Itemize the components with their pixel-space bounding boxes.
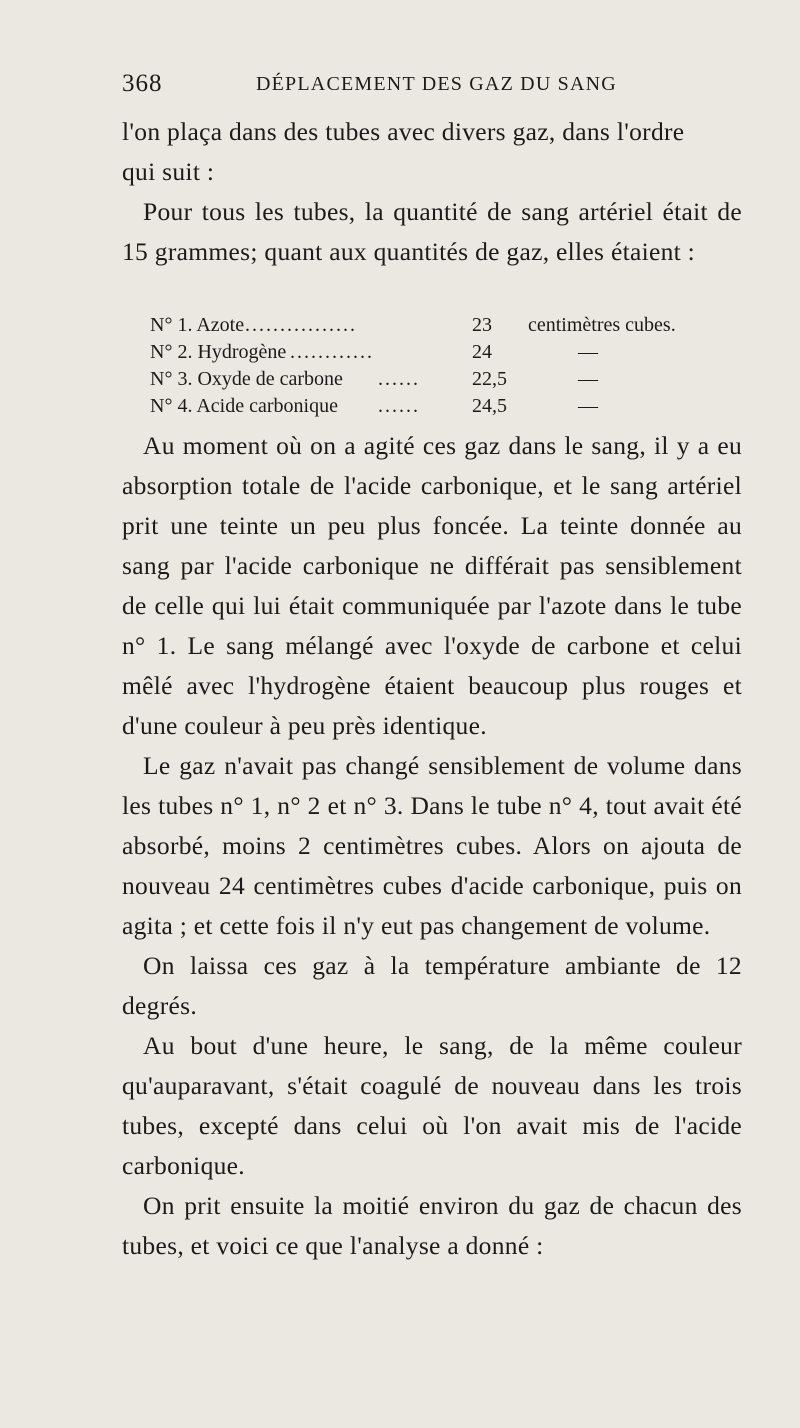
gas-unit: centimètres cubes.: [528, 314, 676, 336]
gas-list-row: [150, 312, 710, 339]
ditto-mark: —: [578, 395, 598, 417]
gas-label: N° 3. Oxyde de carbone: [150, 368, 343, 390]
paragraph-temperature: On laissa ces gaz à la température ambiante de 12 degrés.: [122, 951, 742, 1020]
paragraph-absorption: Au moment où on a agité ces gaz dans le sang, il y a eu absorption totale de l'acide carbonique, et le sang artériel prit une teinte un peu plus foncée. La teinte donnée au sang par l'acide carbonique ne différait pas sensiblement de celle qui lui était communiquée par l'azote dans le tube n° 1. Le sang mélangé avec l'oxyde de carbone et celui mêlé avec l'hydrogène étaient beaucoup plus rouges et d'une couleur à peu près identique.: [122, 431, 742, 740]
intro-line: l'on plaça dans des tubes avec divers gaz, dans l'ordre: [122, 117, 685, 146]
running-title: DÉPLACEMENT DES GAZ DU SANG: [256, 73, 617, 95]
leader-dots: ......: [378, 368, 420, 390]
gas-list: [150, 312, 710, 420]
gas-volume: 22,5: [472, 368, 507, 390]
page-number: 368: [122, 70, 163, 97]
gas-label: N° 4. Acide carbonique: [150, 395, 338, 417]
intro-line: qui suit :: [122, 157, 215, 186]
paragraph-analysis: On prit ensuite la moitié environ du gaz de chacun des tubes, et voici ce que l'analyse a donné :: [122, 1191, 742, 1260]
paragraph-coagulation: Au bout d'une heure, le sang, de la même couleur qu'auparavant, s'était coagulé de nouveau dans les trois tubes, excepté dans celui où l'on avait mis de l'acide carbonique.: [122, 1031, 742, 1180]
ditto-mark: —: [578, 341, 598, 363]
leader-dots: ................: [245, 314, 357, 336]
intro-text: [122, 112, 742, 272]
gas-list-row: [150, 393, 710, 420]
gas-label: N° 2. Hydrogène: [150, 341, 287, 363]
gas-list-row: [150, 339, 710, 366]
paragraph-intro-quantities: Pour tous les tubes, la quantité de sang artériel était de 15 grammes; quant aux quantités de gaz, elles étaient :: [122, 197, 742, 266]
leader-dots: ......: [378, 395, 420, 417]
gas-label: N° 1. Azote: [150, 314, 245, 336]
ditto-mark: —: [578, 368, 598, 390]
leader-dots: ............: [290, 341, 374, 363]
gas-volume: 24,5: [472, 395, 507, 417]
gas-list-row: [150, 366, 710, 393]
main-text: [122, 426, 742, 1266]
gas-volume: 24: [472, 341, 492, 363]
gas-volume: 23: [472, 314, 492, 336]
paragraph-volume: Le gaz n'avait pas changé sensiblement de volume dans les tubes n° 1, n° 2 et n° 3. Dans le tube n° 4, tout avait été absorbé, moins 2 centimètres cubes. Alors on ajouta de nouveau 24 centimètres cubes d'acide carbonique, puis on agita ; et cette fois il n'y eut pas changement de volume.: [122, 751, 742, 940]
running-head: [122, 70, 682, 104]
